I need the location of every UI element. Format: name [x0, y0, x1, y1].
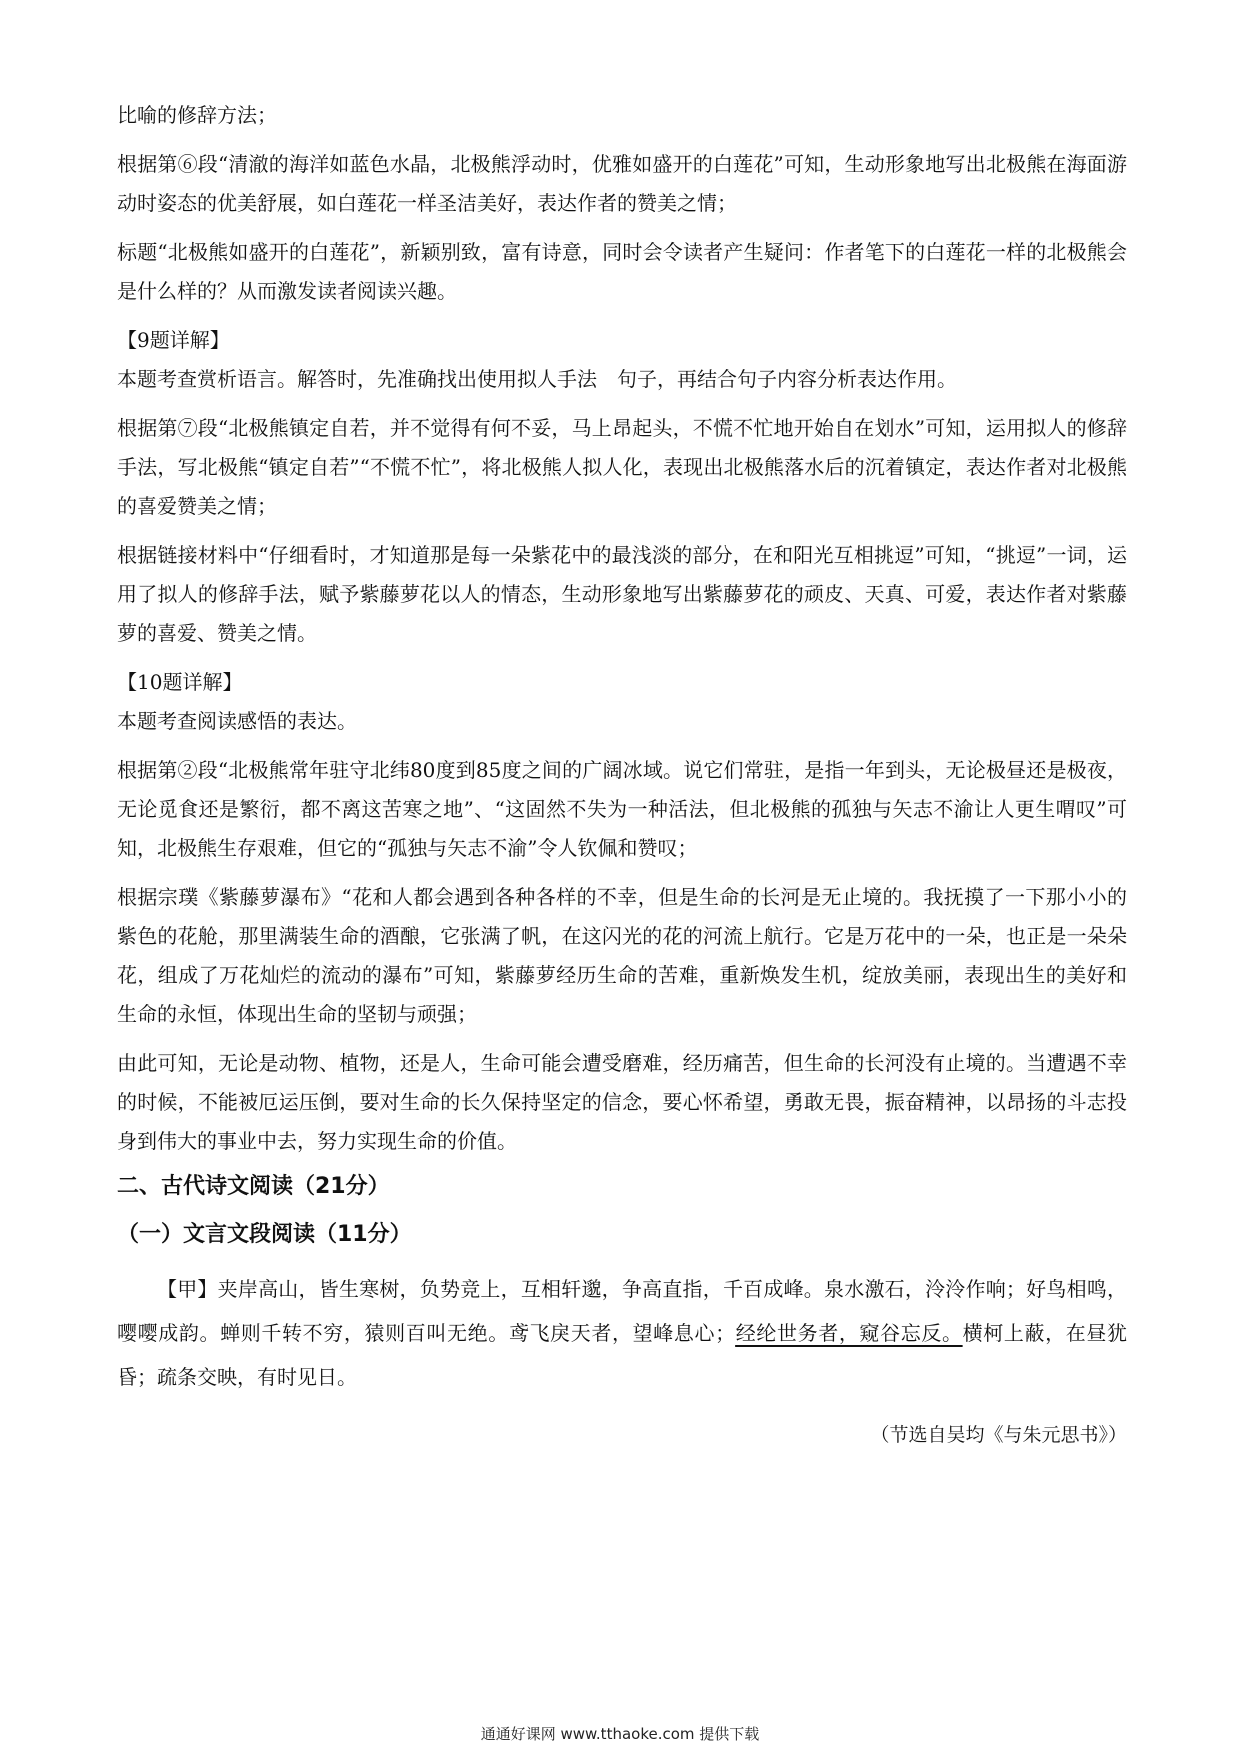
q10-paragraph: 由此可知，无论是动物、植物，还是人，生命可能会遭受磨难，经历痛苦，但生命的长河没有止境的。当遭遇不幸的时候，不能被厄运压倒，要对生命的长久保持坚定的信念，要心怀希望，勇敢无畏，振奋精神，以昂扬的斗志投身到伟大的事业中去，努力实现生命的价值。	[117, 1051, 1127, 1153]
section-title: 二、古代诗文阅读（21分）	[117, 1174, 390, 1199]
passage-source: （节选自吴均《与朱元思书》）	[870, 1424, 1127, 1446]
analysis-paragraph: 标题“北极熊如盛开的白莲花”，新颖别致，富有诗意，同时会令读者产生疑问：作者笔下的白莲花一样的北极熊会是什么样的？从而激发读者阅读兴趣。	[117, 240, 1127, 303]
passage-underlined-text: 经纶世务者，窥谷忘反。	[735, 1321, 963, 1345]
analysis-paragraph: 根据第⑥段“清澈的海洋如蓝色水晶，北极熊浮动时，优雅如盛开的白莲花”可知，生动形象地写出北极熊在海面游动时姿态的优美舒展，如白莲花一样圣洁美好，表达作者的赞美之情；	[117, 152, 1127, 215]
q10-paragraph: 根据第②段“北极熊常年驻守北纬80度到85度之间的广阔冰域。说它们常驻，是指一年到头，无论极昼还是极夜，无论觅食还是繁衍，都不离这苦寒之地”、“这固然不失为一种活法，但北极熊的孤独与矢志不渝让人更生喟叹”可知，北极熊生存艰难，但它的“孤独与矢志不渝”令人钦佩和赞叹；	[117, 758, 1127, 860]
q9-paragraph: 本题考查赏析语言。解答时，先准确找出使用拟人手法 句子，再结合句子内容分析表达作用。	[117, 367, 957, 391]
document-page	[117, 96, 1127, 1455]
q10-paragraph: 本题考查阅读感悟的表达。	[117, 709, 357, 733]
subsection-title: （一）文言文段阅读（11分）	[117, 1222, 412, 1247]
q9-paragraph: 根据链接材料中“仔细看时，才知道那是每一朵紫花中的最浅淡的部分，在和阳光互相挑逗”可知，“挑逗”一词，运用了拟人的修辞手法，赋予紫藤萝花以人的情态，生动形象地写出紫藤萝花的顽皮、天真、可爱，表达作者对紫藤萝的喜爱、赞美之情。	[117, 543, 1127, 645]
q10-heading: 【10题详解】	[117, 670, 243, 694]
page-footer: 通通好课网 www.tthaoke.com 提供下载	[480, 1725, 760, 1743]
classical-passage	[117, 1267, 1127, 1399]
passage-text: 【甲】夹岸高山，皆生寒树，负势竞上，互相轩邈，争高直指，千百成峰。泉水激石，泠泠作响；好鸟相鸣，嘤嘤成韵。蝉则千转不穷，猿则百叫无绝。鸢飞戾天者，望峰息心；	[117, 1277, 1127, 1345]
q10-paragraph: 根据宗璞《紫藤萝瀑布》“花和人都会遇到各种各样的不幸，但是生命的长河是无止境的。我抚摸了一下那小小的紫色的花舱，那里满装生命的酒酿，它张满了帆，在这闪光的花的河流上航行。它是万花中的一朵，也正是一朵朵花，组成了万花灿烂的流动的瀑布”可知，紫藤萝经历生命的苦难，重新焕发生机，绽放美丽，表现出生的美好和生命的永恒，体现出生命的坚韧与顽强；	[117, 885, 1127, 1026]
analysis-paragraph: 比喻的修辞方法；	[117, 103, 277, 127]
passage-text: 横柯上蔽，在昼犹昏；疏条交映，有时见日。	[117, 1321, 1127, 1389]
q9-paragraph: 根据第⑦段“北极熊镇定自若，并不觉得有何不妥，马上昂起头，不慌不忙地开始自在划水”可知，运用拟人的修辞手法，写北极熊“镇定自若”“不慌不忙”，将北极熊人拟人化，表现出北极熊落水后的沉着镇定，表达作者对北极熊的喜爱赞美之情；	[117, 416, 1127, 518]
q9-heading: 【9题详解】	[117, 328, 230, 352]
